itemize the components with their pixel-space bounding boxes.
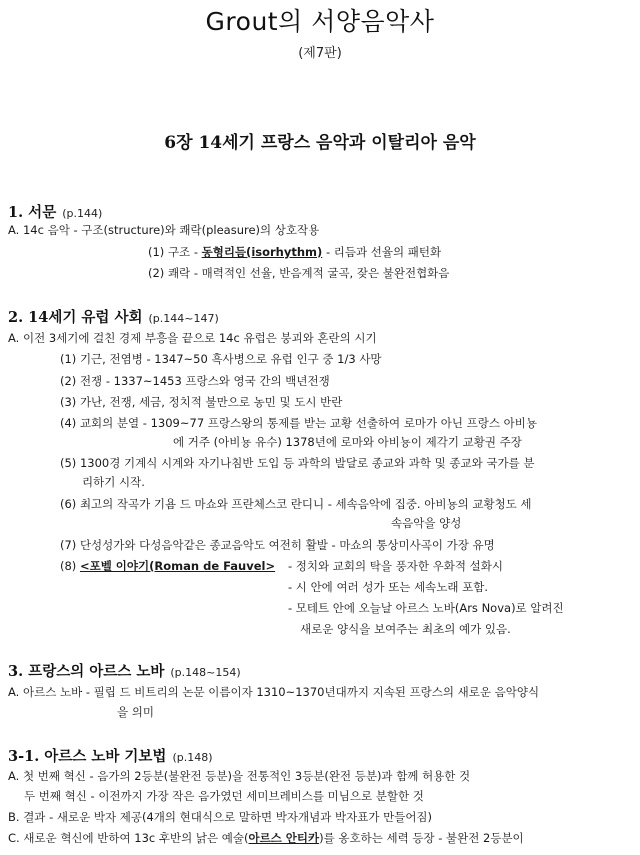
list-item: A. 이전 3세기에 걸친 경제 부흥을 끝으로 14c 유럽은 붕괴와 혼란의 시기: [8, 331, 377, 345]
page-ref: (p.144): [62, 207, 103, 220]
list-item: [60, 559, 275, 574]
chapter-title: 6장 14세기 프랑스 음악과 이탈리아 음악: [164, 133, 476, 153]
list-item-continued: 두 번째 혁신 - 이전까지 가장 작은 음가였던 세미브레비스를 미님으로 분할한 것: [24, 789, 424, 803]
section-title: 3-1. 아르스 노바 기보법: [8, 748, 167, 765]
list-item: (1) 기근, 전염병 - 1347~50 흑사병으로 유럽 인구 중 1/3 사망: [60, 352, 382, 366]
list-item: A. 아르스 노바 - 필립 드 비트리의 논문 이름이자 1310~1370년대까지 지속된 프랑스의 새로운 음악양식: [8, 685, 540, 699]
list-item-detail: - 정치와 교회의 탁을 풍자한 우화적 설화시: [288, 559, 503, 573]
list-item: (7) 단성성가와 다성음악같은 종교음악도 여전히 활발 - 마쇼의 통상미사곡이 가장 유명: [60, 538, 495, 552]
key-term: 아르스 안티카: [248, 831, 320, 845]
list-item: [148, 245, 441, 260]
list-item: A. 14c 음악 - 구조(structure)와 쾌락(pleasure)의 상호작용: [8, 223, 320, 237]
page-ref: (p.144~147): [148, 312, 219, 325]
key-term: <포벨 이야기(Roman de Fauvel>: [79, 559, 276, 573]
list-item-continued: 속음악을 양성: [391, 516, 462, 530]
section-heading-society: [8, 306, 219, 327]
section-heading-intro: [8, 201, 102, 222]
list-item-detail: - 시 안에 여러 성가 또는 세속노래 포함.: [288, 580, 489, 594]
item-text: C. 새로운 혁신에 반하여 13c 후반의 낡은 예술(: [8, 831, 249, 845]
list-item: (6) 최고의 작곡가 기욤 드 마쇼와 프란체스코 란디니 - 세속음악에 집중. 아비뇽의 교황청도 세: [60, 497, 532, 511]
list-item: (2) 쾌락 - 매력적인 선율, 반음계적 굴곡, 잦은 불완전협화음: [148, 266, 450, 280]
list-item-continued: 에 거주 (아비뇽 유수) 1378년에 로마와 아비뇽이 제각기 교황권 주장: [173, 435, 522, 449]
edition-label: (제7판): [298, 46, 342, 61]
item-number: (8): [60, 559, 80, 573]
section-heading-notation: [8, 745, 213, 766]
section-title: 1. 서문: [8, 204, 57, 221]
list-item-detail: - 모테트 안에 오늘날 아르스 노바(Ars Nova)로 알려진: [288, 601, 564, 615]
page-ref: (p.148): [172, 751, 213, 764]
list-item-continued: 리하기 시작.: [82, 475, 145, 489]
list-item-continued: 을 의미: [117, 705, 154, 719]
page-ref: (p.148~154): [170, 666, 241, 679]
list-item: (5) 1300경 기계식 시계와 자기나침반 도입 등 과학의 발달로 종교와 과학 및 종교와 국가를 분: [60, 456, 535, 470]
list-item: A. 첫 번째 혁신 - 음가의 2등분(불완전 등분)을 전통적인 3등분(완전 등분)과 함께 허용한 것: [8, 769, 471, 783]
list-item: B. 결과 - 새로운 박자 제공(4개의 현대식으로 말하면 박자개념과 박자표가 만들어짐): [8, 810, 433, 824]
item-text: - 리듬과 선율의 패턴화: [322, 245, 442, 259]
list-item: [8, 831, 524, 846]
key-term: 동형리듬(isorhythm): [201, 245, 323, 259]
section-heading-ars-nova: [8, 660, 241, 681]
section-title: 2. 14세기 유럽 사회: [8, 309, 143, 326]
book-title: Grout의 서양음악사: [205, 7, 435, 36]
item-text: )를 옹호하는 세력 등장 - 불완전 2등분이: [319, 831, 524, 845]
item-text: (1) 구조 -: [148, 245, 202, 259]
list-item-detail: 새로운 양식을 보여주는 최초의 예가 있음.: [300, 622, 511, 636]
section-title: 3. 프랑스의 아르스 노바: [8, 663, 165, 680]
list-item: (2) 전쟁 - 1337~1453 프랑스와 영국 간의 백년전쟁: [60, 374, 330, 388]
list-item: (3) 가난, 전쟁, 세금, 정치적 불만으로 농민 및 도시 반란: [60, 395, 343, 409]
list-item: (4) 교회의 분열 - 1309~77 프랑스왕의 통제를 받는 교황 선출하여 로마가 아닌 프랑스 아비뇽: [60, 416, 537, 430]
